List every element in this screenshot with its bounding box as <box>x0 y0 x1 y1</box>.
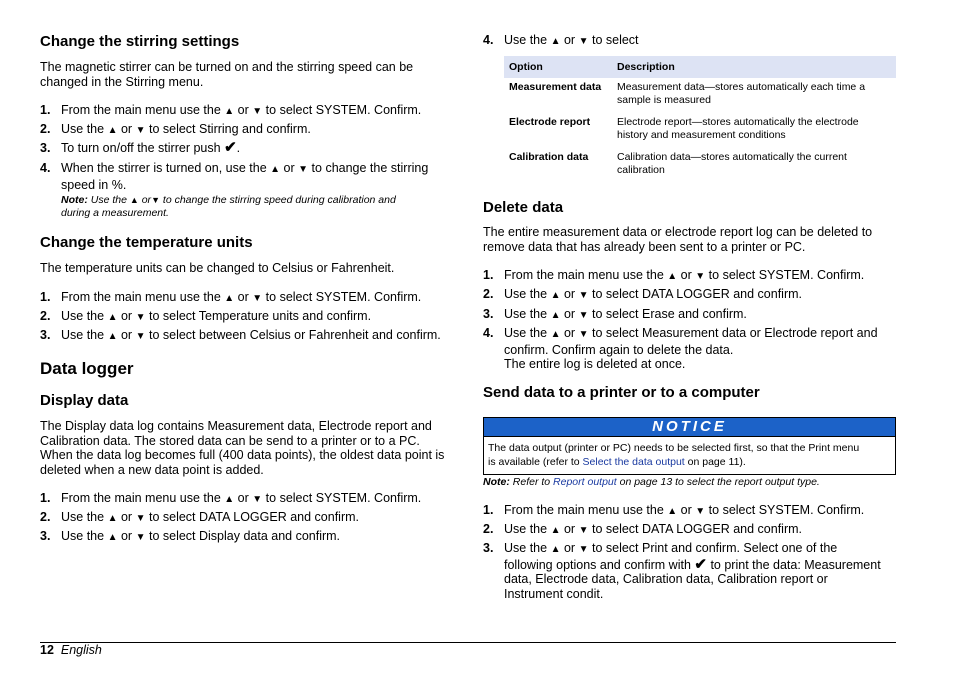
down-arrow-icon: ▼ <box>695 506 706 517</box>
table-cell-option: Calibration data <box>509 151 589 163</box>
up-arrow-icon: ▲ <box>550 329 561 340</box>
up-arrow-icon: ▲ <box>107 532 118 543</box>
down-arrow-icon: ▼ <box>135 513 146 524</box>
up-arrow-icon: ▲ <box>107 513 118 524</box>
table-cell-option: Electrode report <box>509 116 591 128</box>
table-cell-description: Measurement data—stores automatically each time a sample is measured <box>617 81 866 106</box>
down-arrow-icon: ▼ <box>135 532 146 543</box>
stirring-intro: The magnetic stirrer can be turned on and the stirring speed can be changed in the Stirring menu. <box>40 60 414 89</box>
delete-data-intro: The entire measurement data or electrode report log can be deleted to remove data that has already been sent to a printer or PC. <box>483 225 873 254</box>
up-arrow-icon: ▲ <box>667 271 678 282</box>
report-output-link[interactable]: Report output <box>553 476 617 488</box>
up-arrow-icon: ▲ <box>129 195 139 205</box>
down-arrow-icon: ▼ <box>252 494 263 505</box>
table-header-description: Description <box>612 56 896 78</box>
up-arrow-icon: ▲ <box>667 506 678 517</box>
send-note: Note: Refer to Report output on page 13 to select the report output type. <box>483 476 820 488</box>
footer-language: English <box>60 643 102 657</box>
up-arrow-icon: ▲ <box>107 331 118 342</box>
send-data-heading: Send data to a printer or to a computer <box>483 384 760 401</box>
table-cell-description: Calibration data—stores automatically the current calibration <box>617 151 847 176</box>
table-row <box>504 148 896 183</box>
down-arrow-icon: ▼ <box>151 195 160 205</box>
up-arrow-icon: ▲ <box>224 293 235 304</box>
select-data-output-link[interactable]: Select the data output <box>582 456 685 468</box>
down-arrow-icon: ▼ <box>252 106 263 117</box>
down-arrow-icon: ▼ <box>578 290 589 301</box>
down-arrow-icon: ▼ <box>578 310 589 321</box>
down-arrow-icon: ▼ <box>578 544 589 555</box>
down-arrow-icon: ▼ <box>135 125 146 136</box>
table-row <box>504 113 896 148</box>
down-arrow-icon: ▼ <box>135 331 146 342</box>
display-data-intro: The Display data log contains Measurement data, Electrode report and Calibration data. The stored data can be send to a printer or to a PC. When the data log becomes full (400 data points), the oldest data point is deleted when a new data point is added. <box>40 419 445 477</box>
down-arrow-icon: ▼ <box>578 525 589 536</box>
temperature-heading: Change the temperature units <box>40 234 253 251</box>
temperature-intro: The temperature units can be changed to Celsius or Fahrenheit. <box>40 261 395 275</box>
table-cell-option: Measurement data <box>509 81 602 93</box>
delete-data-heading: Delete data <box>483 199 564 216</box>
up-arrow-icon: ▲ <box>550 290 561 301</box>
notice-box <box>483 417 896 475</box>
up-arrow-icon: ▲ <box>224 494 235 505</box>
display-data-heading: Display data <box>40 392 129 409</box>
data-logger-heading: Data logger <box>40 359 134 378</box>
checkmark-icon: ✔ <box>694 555 707 573</box>
up-arrow-icon: ▲ <box>270 164 281 175</box>
up-arrow-icon: ▲ <box>550 544 561 555</box>
down-arrow-icon: ▼ <box>135 312 146 323</box>
options-table <box>504 56 896 183</box>
stirring-note: Note: Use the ▲ or▼ to change the stirring speed during calibration and during a measurement. <box>61 194 396 219</box>
notice-body: The data output (printer or PC) needs to be selected first, so that the Print menu is available (refer to Select the data output on page 11). <box>488 442 860 468</box>
down-arrow-icon: ▼ <box>252 293 263 304</box>
page-footer <box>40 643 102 657</box>
table-header-option: Option <box>504 56 612 78</box>
checkmark-icon: ✔ <box>224 139 237 156</box>
up-arrow-icon: ▲ <box>550 525 561 536</box>
up-arrow-icon: ▲ <box>107 125 118 136</box>
up-arrow-icon: ▲ <box>550 36 561 47</box>
up-arrow-icon: ▲ <box>224 106 235 117</box>
up-arrow-icon: ▲ <box>550 310 561 321</box>
table-header-row <box>504 56 896 78</box>
stirring-heading: Change the stirring settings <box>40 33 240 50</box>
up-arrow-icon: ▲ <box>107 312 118 323</box>
table-row <box>504 78 896 113</box>
down-arrow-icon: ▼ <box>578 329 589 340</box>
down-arrow-icon: ▼ <box>695 271 706 282</box>
down-arrow-icon: ▼ <box>578 36 589 47</box>
notice-title: NOTICE <box>484 418 895 437</box>
footer-divider <box>40 642 896 643</box>
page-number: 12 <box>40 643 54 657</box>
table-cell-description: Electrode report—stores automatically the electrode history and measurement conditions <box>617 116 859 141</box>
down-arrow-icon: ▼ <box>298 164 309 175</box>
